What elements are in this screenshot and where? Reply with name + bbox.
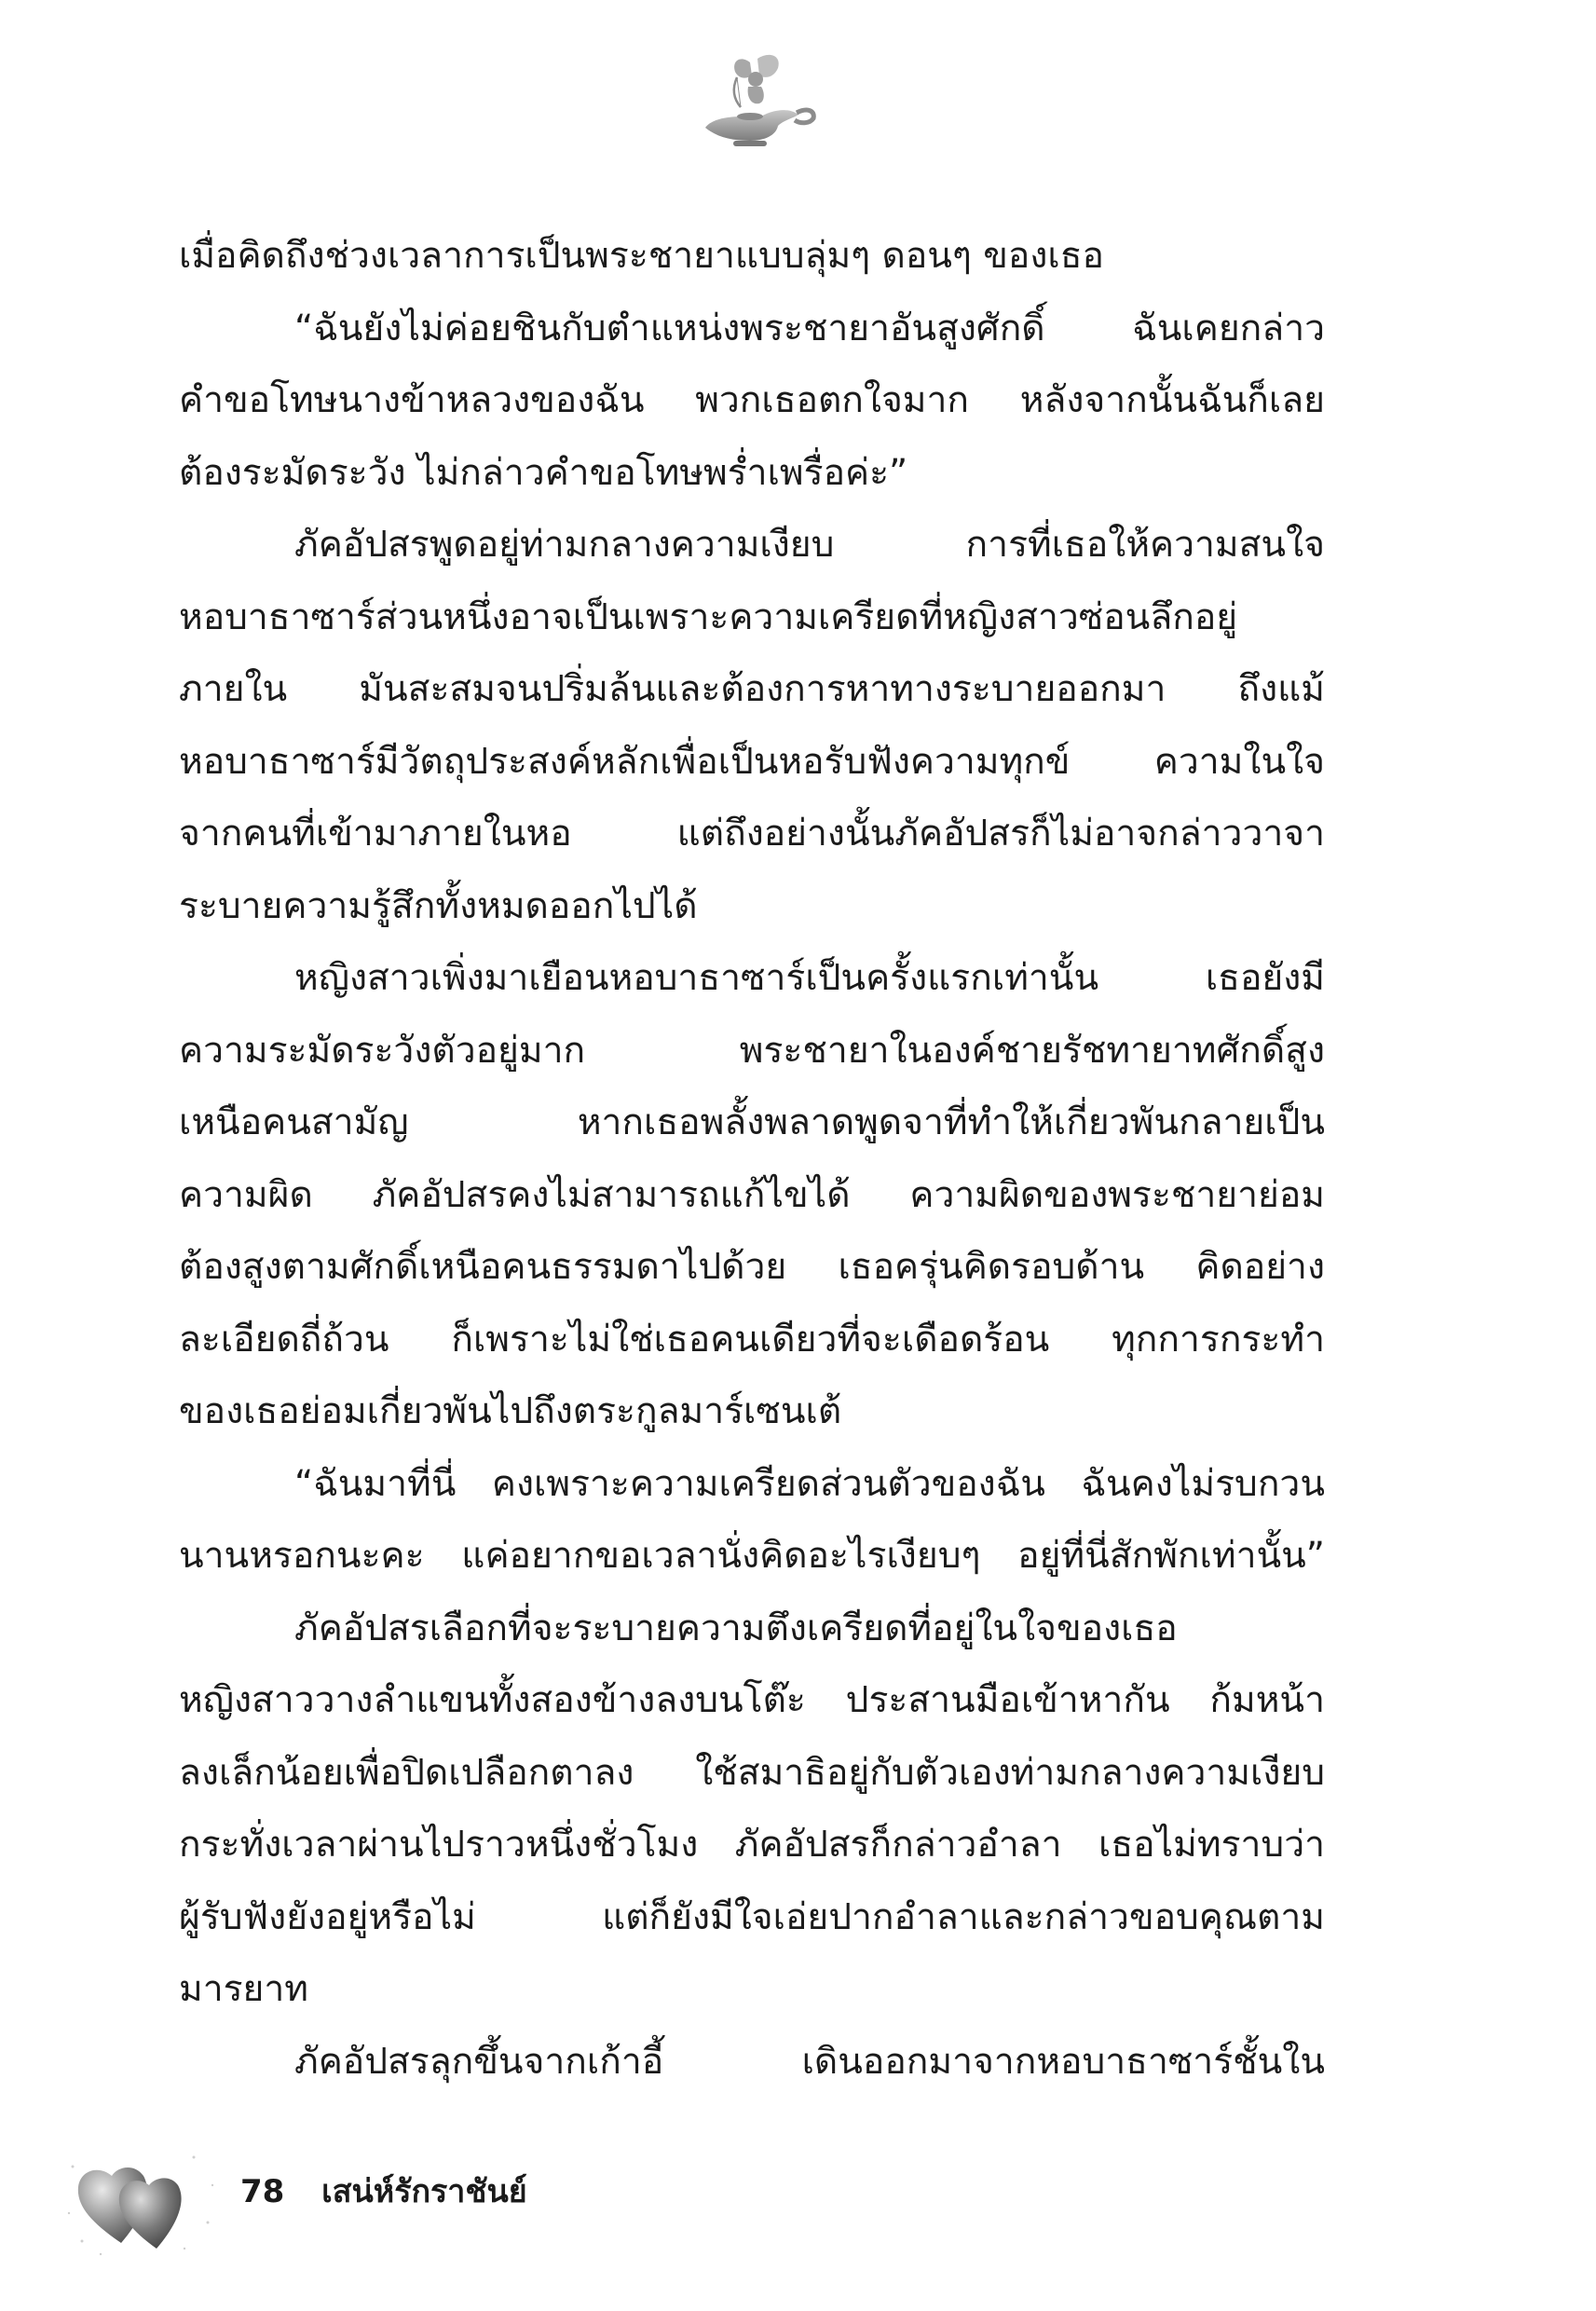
text-line: “ฉันยังไม่ค่อยชินกับตำแหน่งพระชายาอันสูงศักดิ์ ฉันเคยกล่าว bbox=[294, 307, 1325, 349]
text-line: ภัคอัปสรเลือกที่จะระบายความตึงเครียดที่อยู่ในใจของเธอ bbox=[294, 1607, 1178, 1649]
page-number: 78 bbox=[240, 2173, 285, 2210]
text-line: หญิงสาวเพิ่งมาเยือนหอบาธาซาร์เป็นครั้งแรกเท่านั้น เธอยังมี bbox=[294, 957, 1325, 999]
text-line: กระทั่งเวลาผ่านไปราวหนึ่งชั่วโมง ภัคอัปสรก็กล่าวอำลา เธอไม่ทราบว่า bbox=[179, 1824, 1325, 1866]
text-line: คำขอโทษนางข้าหลวงของฉัน พวกเธอตกใจมาก หลังจากนั้นฉันก็เลย bbox=[179, 379, 1325, 421]
text-line: ของเธอย่อมเกี่ยวพันไปถึงตระกูลมาร์เซนเต้ bbox=[179, 1390, 842, 1432]
body-text bbox=[179, 220, 1325, 2121]
text-line: ต้องระมัดระวัง ไม่กล่าวคำขอโทษพร่ำเพรื่อค่ะ” bbox=[179, 451, 908, 494]
text-line: เมื่อคิดถึงช่วงเวลาการเป็นพระชายาแบบลุ่มๆ ดอนๆ ของเธอ bbox=[179, 235, 1104, 277]
text-line: หญิงสาววางลำแขนทั้งสองข้างลงบนโต๊ะ ประสานมือเข้าหากัน ก้มหน้า bbox=[179, 1679, 1325, 1721]
text-line: จากคนที่เข้ามาภายในหอ แต่ถึงอย่างนั้นภัคอัปสรก็ไม่อาจกล่าววาจา bbox=[179, 813, 1325, 855]
text-line: ต้องสูงตามศักดิ์เหนือคนธรรมดาไปด้วย เธอครุ่นคิดรอบด้าน คิดอย่าง bbox=[179, 1246, 1325, 1288]
text-line: เหนือคนสามัญ หากเธอพลั้งพลาดพูดจาที่ทำให้เกี่ยวพันกลายเป็น bbox=[179, 1101, 1325, 1143]
text-line: ระบายความรู้สึกทั้งหมดออกไปได้ bbox=[179, 884, 698, 927]
text-line: หอบาธาซาร์ส่วนหนึ่งอาจเป็นเพราะความเครียดที่หญิงสาวซ่อนลึกอยู่ bbox=[179, 595, 1238, 638]
text-line: มารยาท bbox=[179, 1968, 309, 2010]
text-line: ภัคอัปสรพูดอยู่ท่ามกลางความเงียบ การที่เธอให้ความสนใจ bbox=[294, 524, 1325, 566]
text-line: ภัคอัปสรลุกขึ้นจากเก้าอี้ เดินออกมาจากหอบาธาซาร์ชั้นใน bbox=[294, 2040, 1325, 2083]
text-line: ความระมัดระวังตัวอยู่มาก พระชายาในองค์ชายรัชทายาทศักดิ์สูง bbox=[179, 1029, 1325, 1072]
book-title: เสน่ห์รักราชันย์ bbox=[321, 2173, 527, 2210]
text-line: นานหรอกนะคะ แค่อยากขอเวลานั่งคิดอะไรเงียบๆ อยู่ที่นี่สักพักเท่านั้น” bbox=[179, 1535, 1325, 1577]
text-line: ผู้รับฟังยังอยู่หรือไม่ แต่ก็ยังมีใจเอ่ยปากอำลาและกล่าวขอบคุณตาม bbox=[179, 1895, 1325, 1938]
text-line: หอบาธาซาร์มีวัตถุประสงค์หลักเพื่อเป็นหอรับฟังความทุกข์ ความในใจ bbox=[179, 740, 1325, 783]
cupid-lamp-icon bbox=[685, 51, 825, 154]
text-line: ความผิด ภัคอัปสรคงไม่สามารถแก้ไขได้ ความผิดของพระชายาย่อม bbox=[179, 1173, 1325, 1216]
text-line: “ฉันมาที่นี่ คงเพราะความเครียดส่วนตัวของฉัน ฉันคงไม่รบกวน bbox=[294, 1462, 1325, 1505]
text-line: ละเอียดถี่ถ้วน ก็เพราะไม่ใช่เธอคนเดียวที่จะเดือดร้อน ทุกการกระทำ bbox=[179, 1318, 1325, 1361]
hearts-icon bbox=[63, 2139, 222, 2260]
text-line: ลงเล็กน้อยเพื่อปิดเปลือกตาลง ใช้สมาธิอยู่กับตัวเองท่ามกลางความเงียบ bbox=[179, 1751, 1325, 1794]
text-line: ภายใน มันสะสมจนปริ่มล้นและต้องการหาทางระบายออกมา ถึงแม้ bbox=[179, 668, 1325, 710]
page-footer bbox=[240, 2164, 527, 2220]
